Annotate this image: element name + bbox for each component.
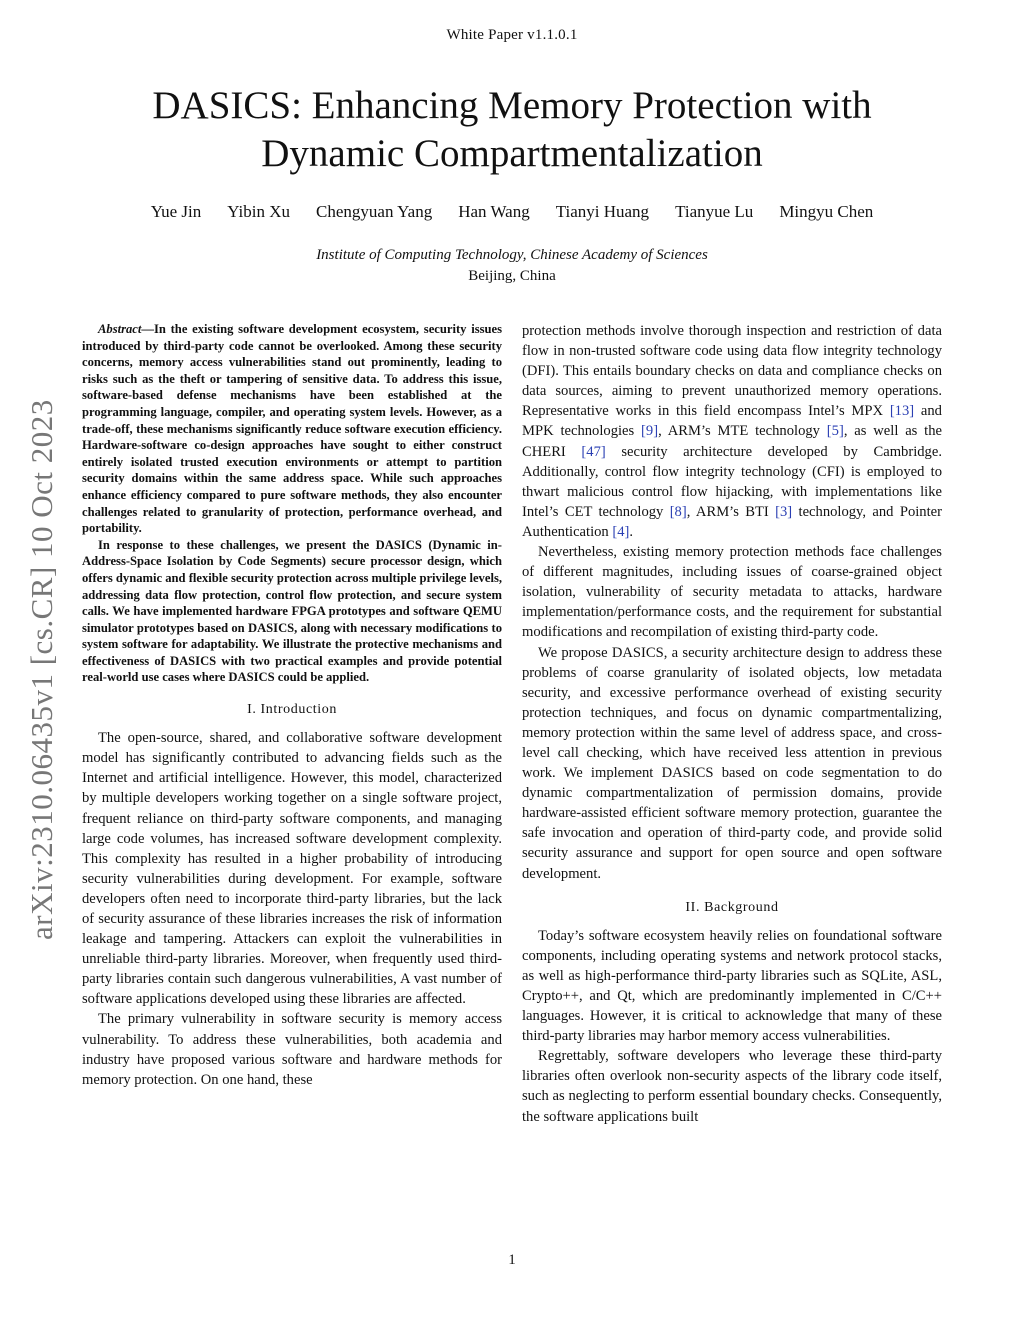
left-column — [82, 321, 502, 1090]
citation-link[interactable]: [8] — [669, 503, 687, 520]
intro-paragraph-1: The open-source, shared, and collaborative software development model has significantly contributed to advancing fields such as the Internet and artificial intelligence. However, this model, characterized by multiple developers working together on a single software project, frequent reliance on third-party software components, and managing large code volumes, has increased software development complexity. This complexity has resulted in a higher probability of introducing security vulnerabilities during development. For example, software developers often need to incorporate third-party libraries, but the lack of security assurance of these libraries increases the risk of information leakage and tampering. Attackers can exploit the vulnerabilities in unreliable third-party libraries. Moreover, when frequently used third-party libraries contain such dangerous vulnerabilities, A vast number of software applications developed using these libraries are affected. — [82, 730, 502, 1008]
author: Han Wang — [458, 202, 530, 221]
institution: Institute of Computing Technology, Chinese Academy of Sciences — [316, 247, 708, 263]
background-paragraph-2: Regrettably, software developers who leverage these third-party libraries often overlook non-security aspects of the library code itself, such as neglecting to perform essential boundary checks. Consequently, the software applications built — [522, 1048, 942, 1125]
author: Chengyuan Yang — [316, 202, 433, 221]
paragraph-text: , ARM’s BTI — [686, 503, 776, 520]
paragraph-text: , as well as the CHERI — [522, 423, 942, 460]
paragraph-text: , ARM’s MTE technology — [658, 423, 827, 440]
author: Yibin Xu — [227, 202, 291, 221]
intro-paragraph-2: The primary vulnerability in software security is memory access vulnerability. To address these vulnerabilities, both academia and industry have proposed various software and hardware methods for memory protection. On one hand, these — [82, 1011, 502, 1088]
paragraph-text: technology, and Pointer Authentication — [522, 503, 942, 540]
abstract-text-1: —In the existing software development ecosystem, security issues introduced by third-party code cannot be overlooked. Among these security concerns, memory access vulnerabilities stand out prominently, leading to risks such as the theft or tampering of sensitive data. To address this issue, software-based defense mechanisms have been established at the programming language, compiler, and operating system levels. However, as a trade-off, these mechanisms significantly reduce software execution efficiency. Hardware-software co-design approaches have sought to either construct entirely isolated trusted execution environments or attempt to partition security domains within the same address space. While such approaches enhance efficiency compared to pure software methods, they also encounter challenges related to granularity of protection, performance overhead, and portability. — [82, 322, 502, 536]
right-column — [522, 321, 942, 1127]
section-heading-introduction: I. Introduction — [247, 702, 337, 718]
arxiv-stamp: arXiv:2310.06435v1 [cs.CR] 10 Oct 2023 — [24, 399, 59, 940]
section-heading-background: II. Background — [685, 899, 779, 915]
author: Tianyue Lu — [675, 202, 754, 221]
paragraph-text: . — [629, 523, 634, 540]
abstract-paragraph-1 — [82, 321, 502, 537]
citation-link[interactable]: [3] — [775, 503, 793, 520]
citation-link[interactable]: [4] — [612, 523, 630, 540]
author-list — [60, 202, 964, 222]
intro-paragraph-4: We propose DASICS, a security architecture design to address these problems of coarse granularity of isolated objects, low metadata security, and excessive performance overhead of existing security protection techniques, and focus on dynamic compartmentalizing, memory protection within the same level of address space, and cross-level call checking, which have received less attention in previous work. We implement DASICS based on code segmentation to do dynamic compartmentalization of permission domains, provide hardware-assisted efficient software memory protection, guarantee the safe invocation and operation of third-party code, and provide solid security assurance and support for open source and open software development. — [522, 644, 942, 882]
location: Beijing, China — [468, 268, 556, 284]
abstract — [82, 321, 502, 686]
abstract-paragraph-2: In response to these challenges, we present the DASICS (Dynamic in-Address-Space Isolation by Code Segments) secure processor design, which offers dynamic and flexible security protection across multiple privilege levels, addressing data flow protection, control flow protection, and secure system calls. We have implemented hardware FPGA prototypes and software QEMU simulator prototypes based on DASICS, along with necessary modifications to system software for adaptability. We illustrate the protective mechanisms and effectiveness of DASICS with two practical examples and provide potential real-world use cases where DASICS could be applied. — [82, 537, 502, 685]
citation-link[interactable]: [5] — [826, 423, 844, 440]
running-header: White Paper v1.1.0.1 — [446, 27, 578, 43]
author: Yue Jin — [150, 202, 202, 221]
citation-link[interactable]: [13] — [889, 403, 915, 420]
page-number: 1 — [508, 1252, 516, 1268]
intro-paragraph-3: Nevertheless, existing memory protection methods face challenges of different magnitudes, including issues of coarse-grained object isolation, vulnerability of security metadata to attacks, hardware implementation/performance costs, and the requirement for substantial modifications and recompilation of existing third-party code. — [522, 544, 942, 641]
paragraph-text: protection methods involve thorough inspection and restriction of data flow in non-trusted software code using data flow integrity technology (DFI). This entails boundary checks on data and compliance checks on data sources, aiming to prevent unauthorized memory operations. Representative works in this field encompass Intel’s MPX — [522, 323, 942, 420]
intro-paragraph-2-continued — [522, 321, 942, 542]
author: Tianyi Huang — [555, 202, 650, 221]
abstract-label: Abstract — [98, 322, 142, 336]
citation-link[interactable]: [47] — [581, 443, 606, 460]
citation-link[interactable]: [9] — [641, 423, 659, 440]
background-paragraph-1: Today’s software ecosystem heavily relies on foundational software components, including operating systems and network protocol stacks, as well as high-performance third-party libraries such as SQLite, ASL, Crypto++, and Qt, which are predominantly implemented in C/C++ languages. However, it is critical to acknowledge that many of these third-party libraries may harbor memory access vulnerabilities. — [522, 927, 942, 1045]
affiliation — [0, 245, 1024, 287]
title-line-1: DASICS: Enhancing Memory Protection with — [152, 84, 872, 127]
paragraph-text: and MPK technologies — [522, 403, 942, 440]
paragraph-text: security architecture developed by Cambridge. Additionally, control flow integrity technology (CFI) is employed to thwart malicious control flow hijacking, with implementations like Intel’s CET technology — [522, 443, 942, 520]
title-line-2: Dynamic Compartmentalization — [261, 132, 763, 175]
author: Mingyu Chen — [779, 202, 874, 221]
paper-title — [100, 82, 924, 178]
